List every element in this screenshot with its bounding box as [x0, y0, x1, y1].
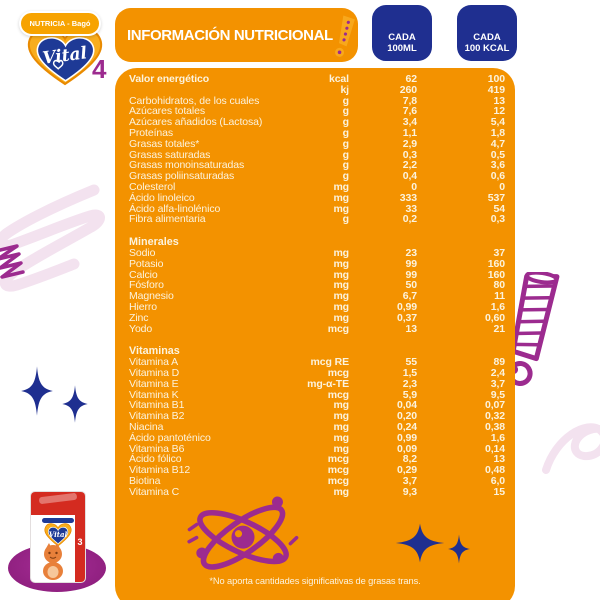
section-header: Vitaminas — [129, 345, 180, 358]
row-per-100kcal: 160 — [487, 257, 505, 270]
row-per-100kcal: 6,0 — [490, 474, 505, 487]
row-per-100ml: 5,9 — [402, 388, 417, 401]
row-unit: mg — [333, 311, 349, 324]
table-row — [129, 280, 505, 291]
atom-icon — [179, 484, 308, 590]
row-label: Fibra alimentaria — [129, 213, 206, 226]
row-per-100kcal: 3,6 — [490, 159, 505, 172]
row-unit: mcg — [327, 366, 349, 379]
row-per-100ml: 50 — [405, 279, 417, 292]
row-per-100ml: 13 — [405, 322, 417, 335]
row-per-100kcal: 80 — [493, 279, 505, 292]
table-row — [129, 433, 505, 444]
carton-stage-number: 3 — [75, 515, 85, 582]
row-unit: mg — [333, 257, 349, 270]
row-per-100ml: 23 — [405, 246, 417, 259]
row-unit: g — [342, 170, 349, 183]
row-unit: mg — [333, 180, 349, 193]
row-unit: g — [342, 159, 349, 172]
title-bar — [115, 8, 358, 62]
brand-pill — [19, 11, 101, 36]
row-unit: mg — [333, 431, 349, 444]
row-unit: mg — [333, 268, 349, 281]
row-label: Vitamina K — [129, 388, 179, 401]
row-per-100ml: 0,04 — [396, 399, 417, 412]
table-row — [129, 171, 505, 182]
row-unit: kcal — [328, 73, 349, 85]
row-label: Vitamina B2 — [129, 410, 185, 423]
row-unit: mg — [333, 420, 349, 433]
table-row — [129, 214, 505, 225]
row-per-100ml: 0 — [411, 180, 417, 193]
row-per-100kcal: 54 — [493, 202, 505, 215]
row-unit: mg — [333, 279, 349, 292]
badge-line: CADA — [473, 32, 501, 43]
table-row — [129, 291, 505, 302]
table-row — [129, 379, 505, 390]
row-per-100kcal: 160 — [487, 268, 505, 281]
row-per-100ml: 99 — [405, 257, 417, 270]
row-per-100ml: 0,09 — [396, 442, 417, 455]
row-per-100ml: 2,9 — [402, 137, 417, 150]
table-row — [129, 270, 505, 281]
row-per-100kcal: 0,3 — [490, 213, 505, 226]
row-label: Zinc — [129, 311, 149, 324]
row-per-100ml: 55 — [405, 356, 417, 369]
row-per-100ml: 0,20 — [396, 410, 417, 423]
row-label: Niacina — [129, 420, 164, 433]
row-per-100kcal: 13 — [493, 453, 505, 466]
table-row — [129, 313, 505, 324]
carton-cat-illustration — [37, 542, 71, 580]
row-per-100kcal: 13 — [493, 94, 505, 107]
row-unit: mg — [333, 191, 349, 204]
nutrition-table — [129, 74, 505, 497]
row-label — [129, 85, 287, 96]
product-carton — [6, 486, 110, 598]
row-label: Vitamina D — [129, 366, 180, 379]
row-label: Vitamina A — [129, 356, 179, 369]
row-label: Ácido linoleico — [129, 191, 195, 204]
row-per-100kcal: 0,07 — [484, 399, 505, 412]
sparkle-icon — [385, 518, 477, 578]
row-label: Carbohidratos, de los cuales — [129, 94, 260, 107]
row-label: Vitamina B6 — [129, 442, 185, 455]
page-title: INFORMACIÓN NUTRICIONAL — [127, 26, 333, 44]
loop-squiggle-icon — [542, 408, 600, 488]
row-per-100kcal: 0,60 — [484, 311, 505, 324]
row-unit: g — [342, 213, 349, 226]
badge-line: 100 KCAL — [464, 42, 510, 54]
row-per-100kcal: 11 — [494, 290, 505, 303]
column-badge-100kcal — [457, 5, 517, 61]
row-per-100kcal: 1,6 — [490, 300, 505, 313]
row-per-100ml: 260 — [399, 83, 417, 96]
row-label: Valor energético — [129, 73, 210, 85]
logo-number: 4 — [92, 54, 107, 84]
row-label: Grasas monoinsaturadas — [129, 159, 245, 172]
row-label: Fósforo — [129, 279, 164, 292]
row-label: Ácido fólico — [129, 453, 182, 466]
row-per-100kcal: 2,4 — [490, 366, 505, 379]
row-unit: g — [342, 116, 349, 129]
column-badge-100ml — [372, 5, 432, 61]
row-per-100ml: 6,7 — [402, 290, 417, 303]
table-row — [129, 117, 505, 128]
row-per-100ml: 0,29 — [396, 464, 417, 477]
table-row — [129, 357, 505, 368]
row-unit: g — [342, 94, 349, 107]
row-per-100kcal: 0,38 — [484, 420, 505, 433]
row-per-100ml: 0,99 — [396, 300, 417, 313]
row-unit: mcg RE — [310, 356, 349, 369]
table-row — [129, 465, 505, 476]
table-row — [129, 444, 505, 455]
row-unit: mg — [333, 399, 349, 412]
row-per-100ml: 0,3 — [402, 148, 417, 161]
row-per-100ml: 333 — [399, 191, 417, 204]
row-label: Grasas poliinsaturadas — [129, 170, 235, 183]
row-label: Sodio — [129, 246, 156, 259]
row-label: Azúcares totales — [129, 105, 206, 118]
row-per-100kcal: 21 — [493, 322, 505, 335]
logo-wordmark: Vital — [41, 43, 89, 69]
row-per-100ml: 9,3 — [402, 485, 417, 498]
row-unit: g — [342, 137, 349, 150]
row-unit: mcg — [327, 474, 349, 487]
sparkle-icon — [12, 362, 102, 432]
row-per-100ml: 2,3 — [402, 377, 417, 390]
badge-line: CADA — [388, 32, 416, 43]
row-unit: g — [342, 105, 349, 118]
row-unit: g — [342, 148, 349, 161]
row-per-100kcal: 3,7 — [490, 377, 505, 390]
row-unit: mg — [333, 485, 349, 498]
row-unit: mg — [333, 442, 349, 455]
row-label: Calcio — [129, 268, 158, 281]
row-per-100kcal: 0,32 — [484, 410, 505, 423]
row-label: Grasas saturadas — [129, 148, 211, 161]
row-per-100kcal: 15 — [493, 485, 505, 498]
row-label: Proteínas — [129, 126, 174, 139]
row-per-100kcal: 537 — [487, 191, 505, 204]
row-label: Grasas totales* — [129, 137, 200, 150]
row-unit: mcg — [327, 322, 349, 335]
row-unit: mg — [333, 410, 349, 423]
row-per-100ml: 7,6 — [402, 105, 417, 118]
table-row — [129, 85, 505, 96]
row-label: Biotina — [129, 474, 161, 487]
table-row — [129, 411, 505, 422]
row-label: Ácido pantoténico — [129, 431, 211, 444]
row-unit: mcg — [327, 453, 349, 466]
row-label: Magnesio — [129, 290, 174, 303]
row-unit: mg-α-TE — [307, 377, 349, 390]
row-label: Vitamina C — [129, 485, 180, 498]
table-row — [129, 390, 505, 401]
row-per-100kcal: 0,5 — [490, 148, 505, 161]
table-row — [129, 324, 505, 335]
row-label: Vitamina B1 — [129, 399, 185, 412]
row-per-100kcal: 0,48 — [484, 464, 505, 477]
section-header: Minerales — [129, 236, 179, 249]
row-per-100ml: 3,4 — [402, 116, 417, 129]
row-per-100kcal: 12 — [493, 105, 505, 118]
row-label: Hierro — [129, 300, 157, 313]
row-per-100kcal: 419 — [487, 83, 505, 96]
row-per-100kcal: 37 — [493, 246, 505, 259]
row-unit: kj — [340, 83, 349, 96]
row-per-100ml: 0,24 — [396, 420, 417, 433]
row-unit: mg — [333, 290, 349, 303]
row-per-100ml: 33 — [405, 202, 417, 215]
row-unit: mcg — [327, 388, 349, 401]
row-per-100kcal: 4,7 — [490, 137, 505, 150]
row-per-100ml: 0,2 — [402, 213, 417, 226]
row-unit: mg — [333, 246, 349, 259]
row-per-100ml: 62 — [405, 73, 417, 85]
row-unit: mg — [333, 300, 349, 313]
row-per-100ml: 0,99 — [396, 431, 417, 444]
table-row — [129, 139, 505, 150]
row-label: Potasio — [129, 257, 164, 270]
row-per-100ml: 1,1 — [402, 126, 417, 139]
row-label: Vitamina B12 — [129, 464, 191, 477]
badge-line: 100ML — [387, 42, 417, 54]
table-row — [129, 248, 505, 259]
row-per-100kcal: 100 — [487, 73, 505, 85]
row-per-100ml: 1,5 — [402, 366, 417, 379]
carton-cap — [31, 492, 85, 515]
table-row — [129, 487, 505, 498]
row-label: Colesterol — [129, 180, 176, 193]
row-per-100kcal: 1,6 — [490, 431, 505, 444]
row-unit: mcg — [327, 464, 349, 477]
row-per-100ml: 0,4 — [402, 170, 417, 183]
row-per-100kcal: 89 — [493, 356, 505, 369]
row-per-100kcal: 5,4 — [490, 116, 505, 129]
table-row — [129, 400, 505, 411]
table-row — [129, 302, 505, 313]
row-label: Yodo — [129, 322, 153, 335]
row-per-100kcal: 0,6 — [490, 170, 505, 183]
row-per-100kcal: 1,8 — [490, 126, 505, 139]
scribble-icon — [0, 244, 26, 286]
row-label: Ácido alfa-linolénico — [129, 202, 221, 215]
brand-name: NUTRICIA - Bagó — [29, 19, 91, 28]
row-unit: mg — [333, 202, 349, 215]
footnote: *No aporta cantidades significativas de grasas trans. — [209, 576, 421, 586]
row-per-100kcal: 0,14 — [484, 442, 505, 455]
row-per-100ml: 0,37 — [396, 311, 417, 324]
row-label: Vitamina E — [129, 377, 179, 390]
row-per-100ml: 8,2 — [402, 453, 417, 466]
table-row — [129, 259, 505, 270]
row-per-100ml: 2,2 — [402, 159, 417, 172]
exclamation-accent-icon — [332, 14, 358, 60]
table-row — [129, 476, 505, 487]
row-unit: g — [342, 126, 349, 139]
row-per-100kcal: 9,5 — [490, 388, 505, 401]
row-per-100ml: 3,7 — [402, 474, 417, 487]
table-row — [129, 193, 505, 204]
table-row — [129, 74, 505, 85]
row-per-100ml: 99 — [405, 268, 417, 281]
row-label: Azúcares añadidos (Lactosa) — [129, 116, 263, 129]
row-per-100ml: 7,8 — [402, 94, 417, 107]
carton-wordmark: Vital — [48, 530, 68, 539]
row-per-100kcal: 0 — [499, 180, 505, 193]
carton-body — [30, 491, 86, 583]
